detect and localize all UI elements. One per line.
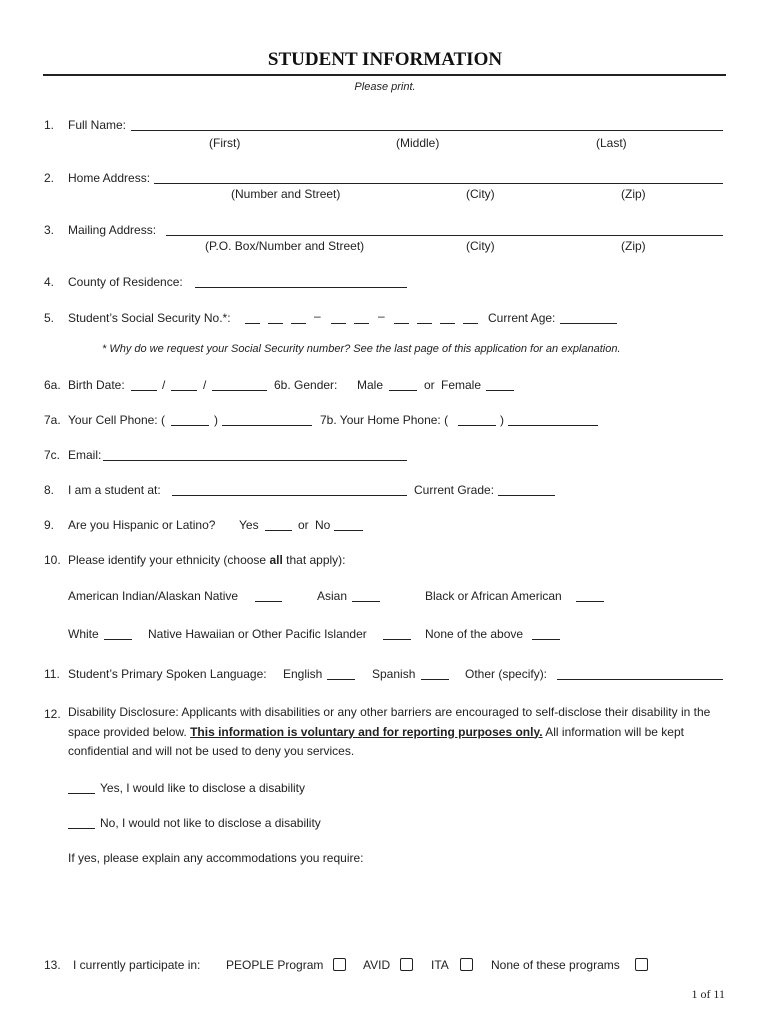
ethnicity-label: Please identify your ethnicity (choose all that apply): (68, 553, 346, 567)
ssn-digit-2[interactable] (268, 312, 283, 324)
birth-slash-2: / (203, 378, 207, 392)
black-field[interactable] (576, 590, 604, 602)
q2-number: 2. (44, 171, 55, 185)
home-city-caption: (City) (466, 187, 495, 201)
hispanic-no-field[interactable] (334, 519, 363, 531)
hispanic-yes-label: Yes (239, 518, 259, 532)
ssn-digit-8[interactable] (440, 312, 455, 324)
disclose-no-label: No, I would not like to disclose a disability (100, 816, 321, 830)
hispanic-or: or (298, 518, 309, 532)
mailing-zip-caption: (Zip) (621, 239, 646, 253)
hawaiian-label: Native Hawaiian or Other Pacific Islander (148, 627, 367, 641)
cell-number-field[interactable] (222, 414, 312, 426)
accommodations-label: If yes, please explain any accommodations you require: (68, 851, 364, 865)
black-label: Black or African American (425, 589, 562, 603)
form-title: STUDENT INFORMATION (267, 49, 503, 70)
q4-number: 4. (44, 275, 55, 289)
ssn-dash-2: – (378, 309, 385, 323)
ssn-footnote: * Why do we request your Social Security number? See the last page of this application for an explanation. (102, 343, 621, 355)
birth-date-label: Birth Date: (68, 378, 125, 392)
email-label: Email: (68, 448, 102, 462)
mailing-city-caption: (City) (466, 239, 495, 253)
full-name-field[interactable] (131, 119, 723, 131)
birth-slash-1: / (162, 378, 166, 392)
q2-label: Home Address: (68, 171, 151, 185)
ita-checkbox[interactable] (460, 958, 473, 971)
people-program-checkbox[interactable] (333, 958, 346, 971)
home-zip-caption: (Zip) (621, 187, 646, 201)
other-language-field[interactable] (557, 668, 723, 680)
mailing-street-caption: (P.O. Box/Number and Street) (205, 239, 365, 253)
school-label: I am a student at: (68, 483, 161, 497)
ssn-digit-6[interactable] (394, 312, 409, 324)
disclose-yes-field[interactable] (68, 782, 95, 794)
ita-label: ITA (431, 958, 449, 972)
q7c-number: 7c. (44, 448, 61, 462)
county-field[interactable] (195, 276, 407, 288)
q10-number: 10. (44, 553, 61, 567)
asian-label: Asian (317, 589, 348, 603)
hispanic-no-label: No (315, 518, 331, 532)
american-indian-field[interactable] (255, 590, 282, 602)
school-field[interactable] (172, 484, 407, 496)
home-number-field[interactable] (508, 414, 598, 426)
no-programs-label: None of these programs (491, 958, 620, 972)
q8-number: 8. (44, 483, 55, 497)
email-field[interactable] (103, 449, 407, 461)
grade-label: Current Grade: (414, 483, 495, 497)
people-program-label: PEOPLE Program (226, 958, 324, 972)
grade-field[interactable] (498, 484, 555, 496)
q5-label: Student’s Social Security No.*: (68, 311, 231, 325)
disclose-yes-label: Yes, I would like to disclose a disability (100, 781, 305, 795)
no-programs-checkbox[interactable] (635, 958, 648, 971)
hawaiian-field[interactable] (383, 628, 411, 640)
q13-number: 13. (44, 958, 61, 972)
ssn-dash-1: – (314, 309, 321, 323)
q3-number: 3. (44, 223, 55, 237)
none-above-field[interactable] (532, 628, 560, 640)
ssn-digit-3[interactable] (291, 312, 306, 324)
ssn-digit-7[interactable] (417, 312, 432, 324)
first-name-caption: (First) (209, 136, 241, 150)
gender-label: 6b. Gender: (274, 378, 338, 392)
female-label: Female (441, 378, 482, 392)
birth-day-field[interactable] (171, 379, 197, 391)
programs-label: I currently participate in: (73, 958, 201, 972)
american-indian-label: American Indian/Alaskan Native (68, 589, 239, 603)
ssn-digit-5[interactable] (354, 312, 369, 324)
female-field[interactable] (486, 379, 514, 391)
last-name-caption: (Last) (596, 136, 627, 150)
page-number: 1 of 11 (691, 987, 725, 1001)
male-field[interactable] (389, 379, 417, 391)
language-label: Student’s Primary Spoken Language: (68, 667, 267, 681)
mailing-address-field[interactable] (166, 224, 723, 236)
q6-number: 6a. (44, 378, 61, 392)
english-field[interactable] (327, 668, 355, 680)
home-close-paren: ) (500, 413, 504, 427)
q11-number: 11. (44, 667, 60, 681)
home-address-field[interactable] (154, 172, 723, 184)
cell-area-code-field[interactable] (171, 414, 209, 426)
q4-label: County of Residence: (68, 275, 183, 289)
disability-disclosure-text: Disability Disclosure: Applicants with disabilities or any other barriers are encouraged to self-disclose their disability in the space provided below. This information is voluntary and for reporting purposes only. All information will be kept confidential and will not be used to deny you services. (68, 705, 711, 758)
q12-number: 12. (44, 707, 61, 721)
form-subtitle: Please print. (354, 81, 416, 93)
asian-field[interactable] (352, 590, 380, 602)
middle-name-caption: (Middle) (396, 136, 440, 150)
hispanic-yes-field[interactable] (265, 519, 292, 531)
birth-year-field[interactable] (212, 379, 267, 391)
avid-checkbox[interactable] (400, 958, 413, 971)
q3-label: Mailing Address: (68, 223, 157, 237)
accommodations-field[interactable] (68, 870, 723, 940)
english-label: English (283, 667, 323, 681)
male-label: Male (357, 378, 384, 392)
home-area-code-field[interactable] (458, 414, 496, 426)
title-rule (43, 74, 726, 76)
ssn-digit-4[interactable] (331, 312, 346, 324)
ssn-digit-9[interactable] (463, 312, 478, 324)
current-age-field[interactable] (560, 312, 617, 324)
birth-month-field[interactable] (131, 379, 157, 391)
home-street-caption: (Number and Street) (231, 187, 341, 201)
none-above-label: None of the above (425, 627, 524, 641)
hispanic-label: Are you Hispanic or Latino? (68, 518, 216, 532)
q1-number: 1. (44, 118, 55, 132)
avid-label: AVID (363, 958, 391, 972)
gender-or: or (424, 378, 435, 392)
disclose-no-field[interactable] (68, 817, 95, 829)
q7-number: 7a. (44, 413, 61, 427)
q5-number: 5. (44, 311, 55, 325)
white-label: White (68, 627, 99, 641)
spanish-field[interactable] (421, 668, 449, 680)
spanish-label: Spanish (372, 667, 416, 681)
cell-close-paren: ) (214, 413, 218, 427)
cell-phone-label: Your Cell Phone: ( (68, 413, 165, 427)
home-phone-label: 7b. Your Home Phone: ( (320, 413, 449, 427)
white-field[interactable] (104, 628, 132, 640)
ssn-digit-1[interactable] (245, 312, 260, 324)
current-age-label: Current Age: (488, 311, 556, 325)
q9-number: 9. (44, 518, 55, 532)
other-language-label: Other (specify): (465, 667, 548, 681)
q1-label: Full Name: (68, 118, 127, 132)
